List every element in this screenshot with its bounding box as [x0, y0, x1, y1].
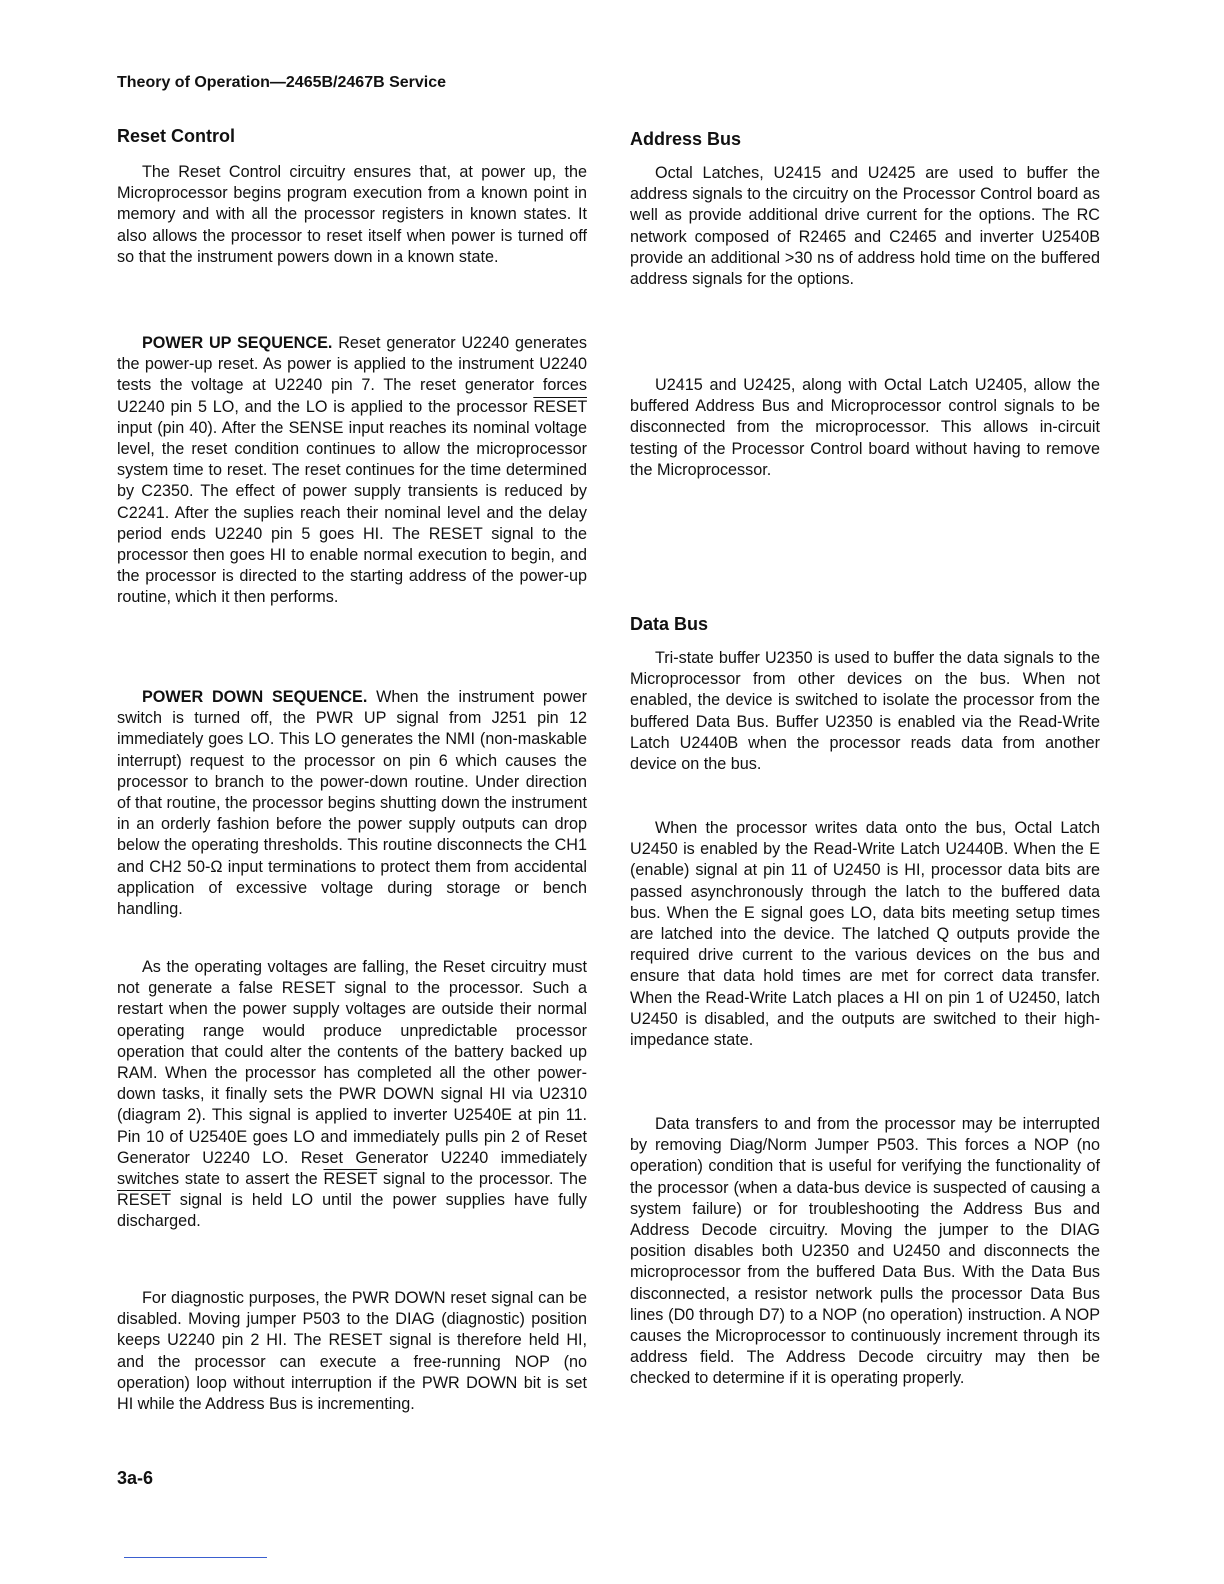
paragraph-data-bus-3: Data transfers to and from the processor may be interrupted by removing Diag/Norm Jumper P503. This forces a NOP (no operation) condition that is useful for verifying the functionality of the processor (when a data-bus device is suspected of causing a system failure) or for troubleshooting the Address Bus and Address Decode circuitry. Moving the jumper to the DIAG position disables both U2350 and U2450 and disconnects the microprocessor from the buffered Data Bus. With the Data Bus disconnected, a resistor network pulls the processor Data Bus lines (D0 through D7) to a NOP (no operation) instruction. A NOP causes the Microprocessor to continuously increment through its address field. The Address Decode circuitry may then be checked to determine if it is operating properly.	[630, 1115, 1100, 1388]
page-number: 3a-6	[117, 1468, 154, 1488]
paragraph-falling-voltages	[117, 957, 587, 1233]
reset-signal-overbar: RESET	[533, 397, 587, 416]
falling-text-1: As the operating voltages are falling, the Reset circuitry must not generate a false RESET signal to the processor. Such a restart when the power supply voltages are outside their normal operating range would produce unpredictable processor operation that could alter the contents of the battery backed up RAM. When the processor has completed all the other power-down tasks, it finally sets the PWR DOWN signal HI via U2310 (diagram 2). This signal is applied to inverter U2540E at pin 11. Pin 10 of U2540E goes LO and immediately pulls pin 2 of Reset Generator U2240 LO. Reset Generator U2240 immediately switches state to assert the	[117, 958, 587, 1189]
footer-rule	[124, 1557, 267, 1558]
paragraph-diagnostic: For diagnostic purposes, the PWR DOWN reset signal can be disabled. Moving jumper P503 to the DIAG (diagnostic) position keeps U2240 pin 2 HI. The RESET signal is therefore held HI, and the processor can execute a free-running NOP (no operation) loop without interruption if the PWR DOWN bit is set HI while the Address Bus is incrementing.	[117, 1289, 587, 1414]
run-in-power-up: POWER UP SEQUENCE.	[142, 334, 333, 352]
paragraph-reset-intro: The Reset Control circuitry ensures that, at power up, the Microprocessor begins program execution from a known point in memory and with all the processor registers in known states. It also allows the processor to reset itself when power is turned off so that the instrument powers down in a known state.	[117, 163, 587, 266]
data-bus-block-3	[630, 1114, 1100, 1390]
data-bus-block-2	[630, 818, 1100, 1051]
reset-control-intro-block	[117, 162, 587, 268]
running-header: Theory of Operation—2465B/2467B Service	[117, 74, 447, 91]
heading-data-bus: Data Bus	[630, 614, 709, 634]
power-up-block	[117, 333, 587, 609]
heading-reset-control: Reset Control	[117, 126, 236, 146]
paragraph-data-bus-2: When the processor writes data onto the bus, Octal Latch U2450 is enabled by the Read-Write Latch U2440B. When the E (enable) signal at pin 11 of U2450 is HI, processor data bits are passed asynchronously through the latch to the buffered data bus. When the E signal goes LO, data bits meeting setup times are latched into the device. The latched Q outputs provide the required drive current to the various devices on the bus and ensure that data hold times are met for correct data transfer. When the Read-Write Latch places a HI on pin 1 of U2450, latch U2450 is disabled, and the outputs are switched to their high-impedance state.	[630, 819, 1100, 1050]
reset-signal-overbar: RESET	[117, 1191, 171, 1210]
falling-text-2: signal to the processor. The	[377, 1170, 587, 1189]
falling-text-3: signal is held LO until the power supplies have fully discharged.	[117, 1191, 587, 1231]
paragraph-power-down	[117, 687, 587, 920]
paragraph-power-up	[117, 333, 587, 609]
power-down-text: When the instrument power switch is turned off, the PWR UP signal from J251 pin 12 immediately goes LO. This LO generates the NMI (non-maskable interrupt) request to the processor on pin 6 which causes the processor to branch to the power-down routine. Under direction of that routine, the processor begins shutting down the instrument in an orderly fashion before the power supply outputs can drop below the operating thresholds. This routine disconnects the CH1 and CH2 50-Ω input terminations to protect them from accidental application of excessive voltage during storage or bench handling.	[117, 688, 587, 919]
paragraph-data-bus-1: Tri-state buffer U2350 is used to buffer the data signals to the Microprocessor from other devices on the bus. When not enabled, the device is switched to isolate the processor from the buffered Data Bus. Buffer U2350 is enabled via the Read-Write Latch U2440B when the processor reads data from another device on the bus.	[630, 649, 1100, 774]
address-bus-block-1	[630, 163, 1100, 290]
power-up-text-2: input (pin 40). After the SENSE input reaches its nominal voltage level, the reset condition continues to allow the microprocessor system time to reset. The reset continues for the time determined by C2350. The effect of power supply transients is reduced by C2241. After the suplies reach their nominal level and the delay period ends U2240 pin 5 goes HI. The RESET signal to the processor then goes HI to enable normal execution to begin, and the processor is directed to the starting address of the power-up routine, which it then performs.	[117, 418, 587, 607]
address-bus-block-2	[630, 375, 1100, 481]
power-down-block	[117, 687, 587, 920]
falling-voltages-block	[117, 957, 587, 1233]
paragraph-address-bus-1: Octal Latches, U2415 and U2425 are used to buffer the address signals to the circuitry on the Processor Control board as well as provide additional drive current for the options. The RC network composed of R2465 and C2465 and inverter U2540B provide an additional >30 ns of address hold time on the buffered address signals for the options.	[630, 164, 1100, 289]
heading-address-bus: Address Bus	[630, 129, 742, 149]
diagnostic-block	[117, 1288, 587, 1415]
paragraph-address-bus-2: U2415 and U2425, along with Octal Latch U2405, allow the buffered Address Bus and Microprocessor control signals to be disconnected from the microprocessor. This allows in-circuit testing of the Processor Control board without having to remove the Microprocessor.	[630, 376, 1100, 479]
reset-signal-overbar: RESET	[323, 1170, 378, 1189]
data-bus-block-1	[630, 648, 1100, 775]
run-in-power-down: POWER DOWN SEQUENCE.	[142, 688, 368, 706]
power-up-text-1: Reset generator U2240 generates the power-up reset. As power is applied to the instrument U2240 tests the voltage at U2240 pin 7. The reset generator forces U2240 pin 5 LO, and the LO is applied to the processor	[117, 334, 587, 416]
